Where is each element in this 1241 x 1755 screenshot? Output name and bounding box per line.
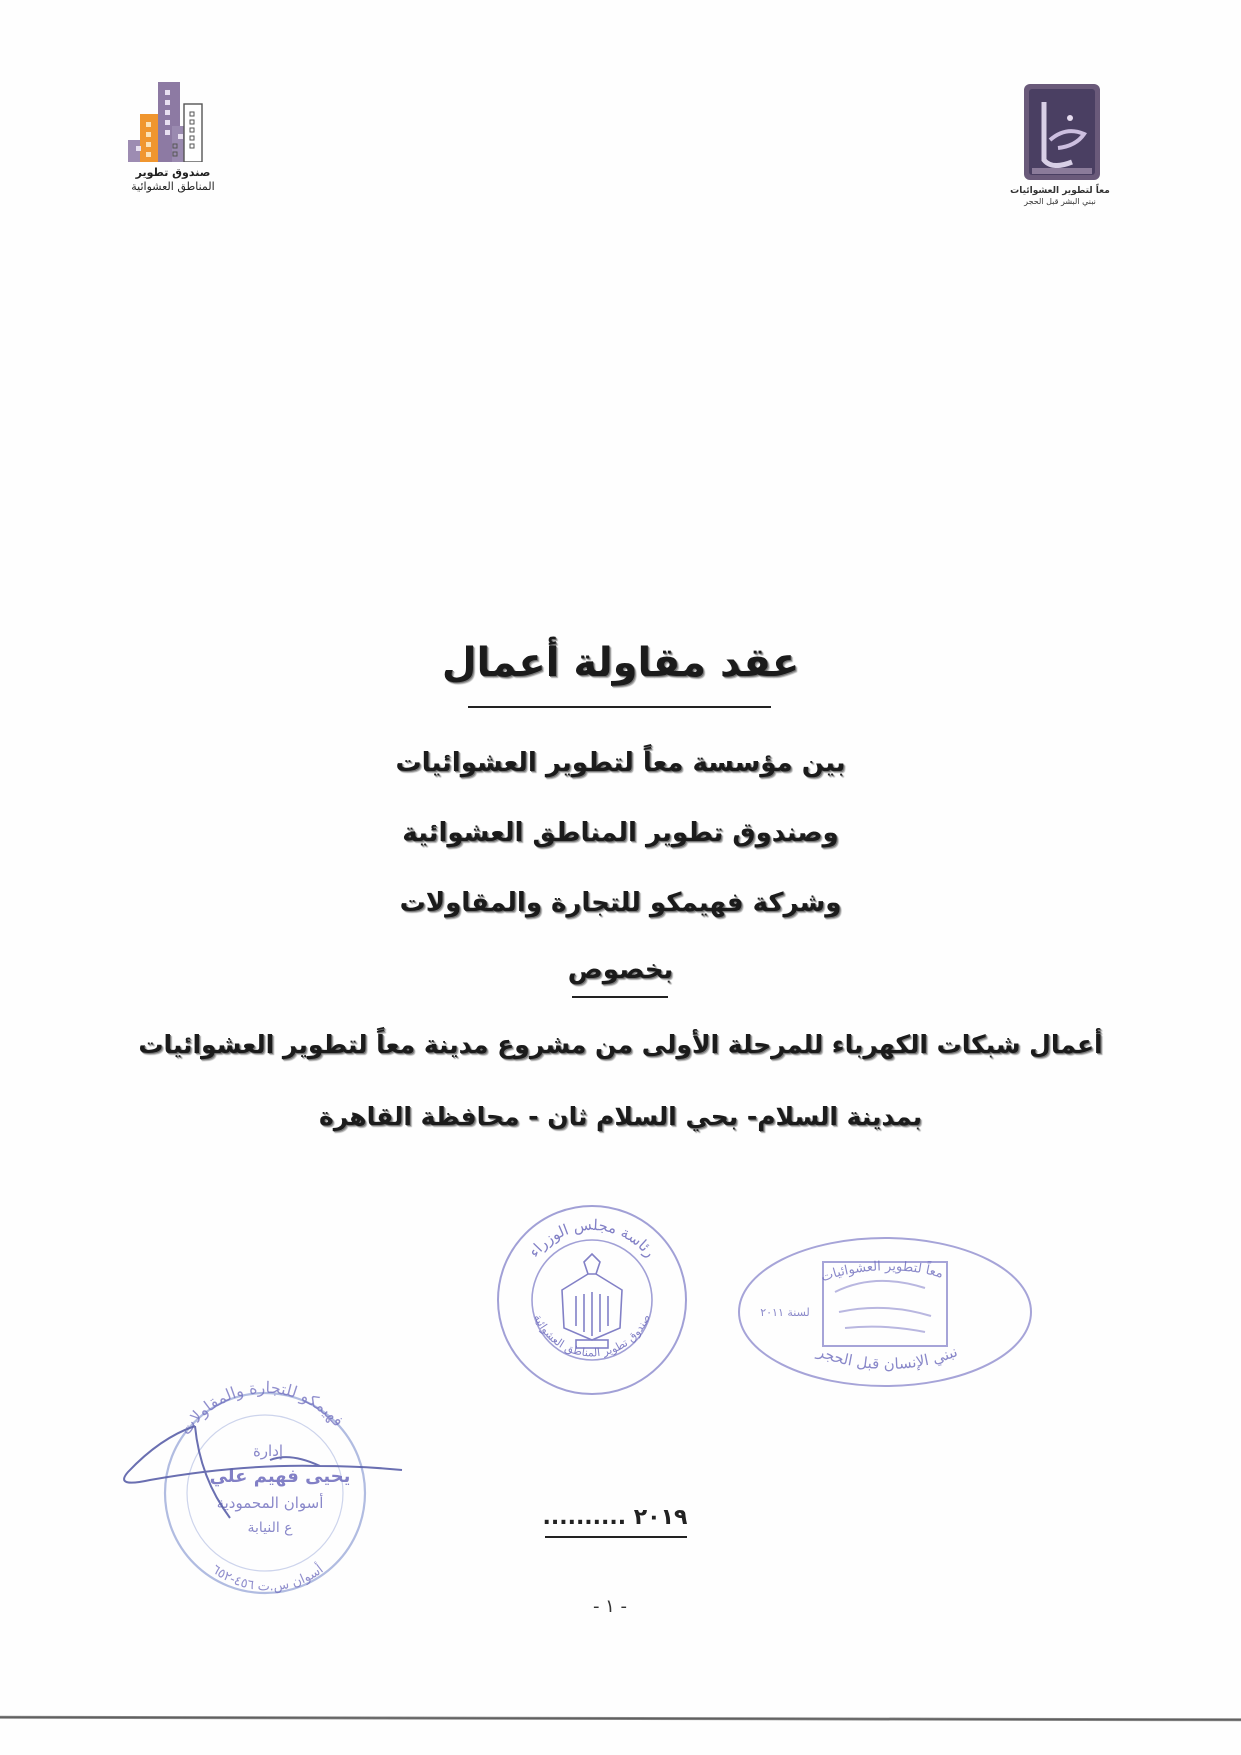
regarding-label: بخصوص xyxy=(567,955,674,985)
document-title: عقد مقاولة أعمال xyxy=(441,640,800,686)
date-underline xyxy=(545,1536,687,1538)
fund-logo-caption-1: صندوق تطوير xyxy=(135,166,211,179)
maan-seal-year: لسنة ٢٠١١ xyxy=(760,1306,810,1319)
scan-edge-line xyxy=(0,1716,1241,1722)
company-seal-bottom-text: أسوان س.ت ٤٥٦-٦٥٢ xyxy=(208,1562,327,1595)
company-seal-top-text: فهيمكو للتجارة والمقاولات xyxy=(175,1377,348,1439)
party-line-2: وصندوق تطوير المناطق العشوائية xyxy=(402,818,839,848)
contract-date: ٢٠١٩ .......... xyxy=(542,1505,688,1530)
company-seal-line-2: يحيى فهيم علي xyxy=(209,1466,351,1487)
fund-logo xyxy=(128,82,218,202)
cabinet-seal-top-text: رئاسة مجلس الوزراء xyxy=(524,1215,660,1261)
eagle-icon xyxy=(562,1254,622,1348)
regarding-underline xyxy=(572,996,668,998)
maan-logo-caption-2: نبني البشر قبل الحجر xyxy=(1024,197,1096,206)
party-line-3: وشركة فهيمكو للتجارة والمقاولات xyxy=(399,888,842,918)
svg-text:فهيمكو للتجارة والمقاولات xyxy=(176,1378,348,1438)
page-number: - ١ - xyxy=(592,1596,628,1617)
svg-text:أسوان س.ت ٤٥٦-٦٥٢ xyxy=(209,1561,327,1595)
maan-seal-top-text: معاً لتطوير العشوائيات xyxy=(819,1259,945,1286)
company-seal-line-1: إدارة xyxy=(252,1442,284,1460)
title-underline xyxy=(468,706,771,708)
cabinet-seal-bottom-text: صندوق تطوير المناطق العشوائية xyxy=(531,1312,653,1360)
company-seal-line-3: أسوان المحمودية xyxy=(216,1494,324,1512)
maan-seal-bottom-text: نبني الإنسان قبل الحجر xyxy=(814,1342,961,1373)
company-seal xyxy=(120,1368,410,1598)
subject-line-2: بمدينة السلام- بحي السلام ثان - محافظة القاهرة xyxy=(319,1102,922,1131)
maan-logo-caption-1: معاً لتطوير العشوائيات xyxy=(1010,186,1110,196)
buildings-icon xyxy=(128,82,218,162)
maan-logo xyxy=(1012,82,1112,212)
subject-line-1: أعمال شبكات الكهرباء للمرحلة الأولى من مشروع مدينة معاً لتطوير العشوائيات xyxy=(138,1030,1103,1059)
party-line-1: بين مؤسسة معاً لتطوير العشوائيات xyxy=(395,748,846,778)
fund-logo-caption-2: المناطق العشوائية xyxy=(131,180,215,193)
maan-emblem-icon xyxy=(1022,82,1102,182)
maan-seal xyxy=(735,1232,1035,1392)
company-seal-line-4: ع النيابة xyxy=(247,1520,293,1536)
cabinet-seal xyxy=(492,1200,692,1400)
